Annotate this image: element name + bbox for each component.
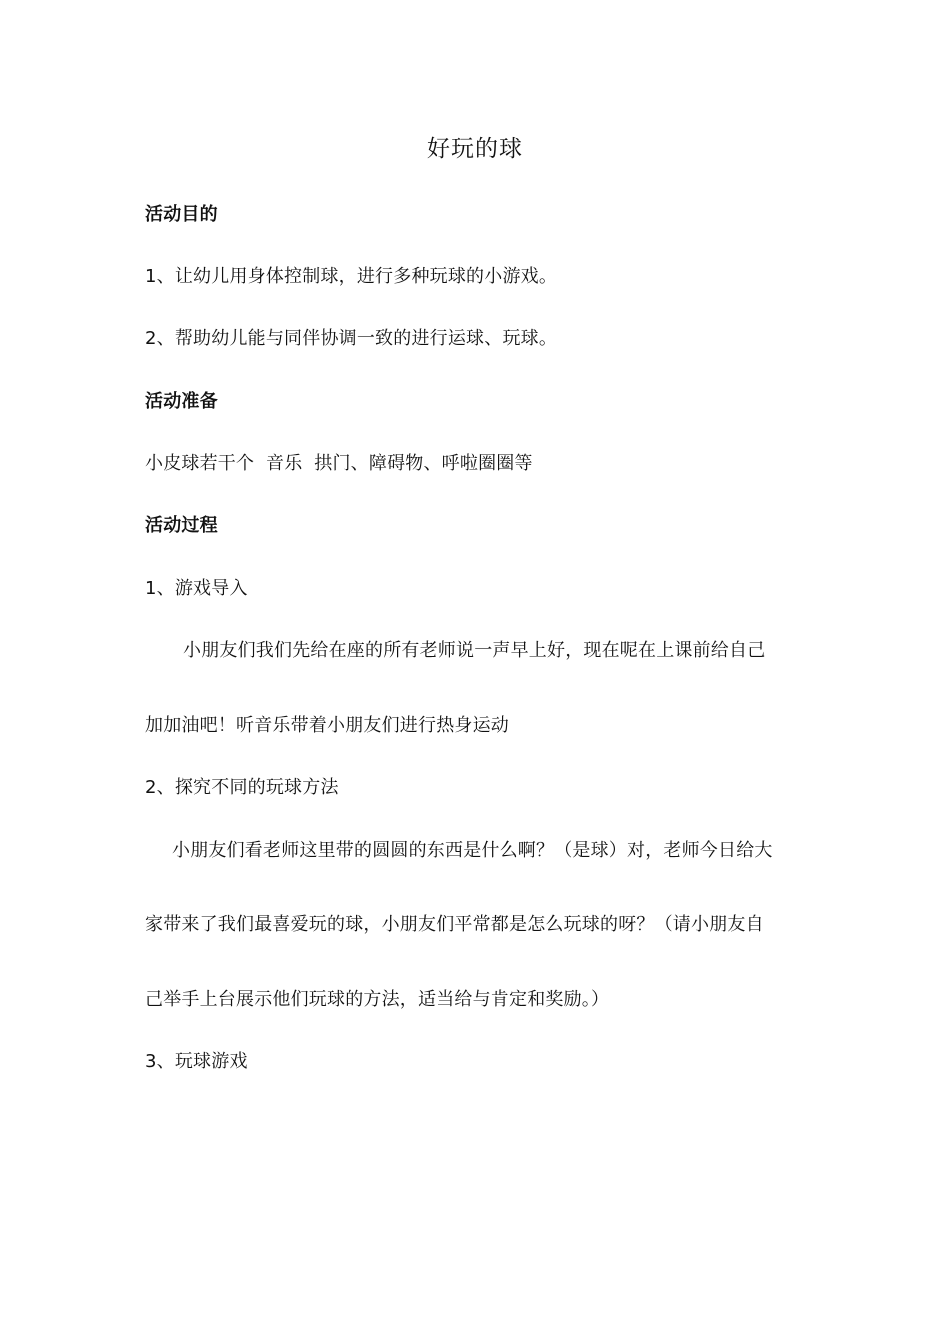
- process-heading: 活动过程: [145, 515, 218, 536]
- objectives-heading: 活动目的: [145, 204, 218, 225]
- preparation-heading: 活动准备: [145, 391, 218, 412]
- step2-paragraph-line-1: 小朋友们看老师这里带的圆圆的东西是什么啊？（是球）对，老师今日给大: [172, 840, 773, 861]
- step1-paragraph-line-1: 小朋友们我们先给在座的所有老师说一声早上好，现在呢在上课前给自己: [183, 640, 766, 661]
- step1-paragraph-line-2: 加加油吧！听音乐带着小朋友们进行热身运动: [145, 715, 509, 736]
- objective-item-1: 1、让幼儿用身体控制球，进行多种玩球的小游戏。: [145, 266, 558, 287]
- step1-title: 1、游戏导入: [145, 578, 248, 599]
- step2-title: 2、探究不同的玩球方法: [145, 777, 339, 798]
- step2-paragraph-line-3: 己举手上台展示他们玩球的方法，适当给与肯定和奖励。）: [145, 989, 610, 1010]
- preparation-materials: 小皮球若干个 音乐 拱门、障碍物、呼啦圈圈等: [145, 453, 533, 474]
- step2-paragraph-line-2: 家带来了我们最喜爱玩的球，小朋友们平常都是怎么玩球的呀？（请小朋友自: [145, 914, 764, 935]
- objective-item-2: 2、帮助幼儿能与同伴协调一致的进行运球、玩球。: [145, 328, 558, 349]
- document-title: 好玩的球: [427, 136, 523, 162]
- step3-title: 3、玩球游戏: [145, 1051, 248, 1072]
